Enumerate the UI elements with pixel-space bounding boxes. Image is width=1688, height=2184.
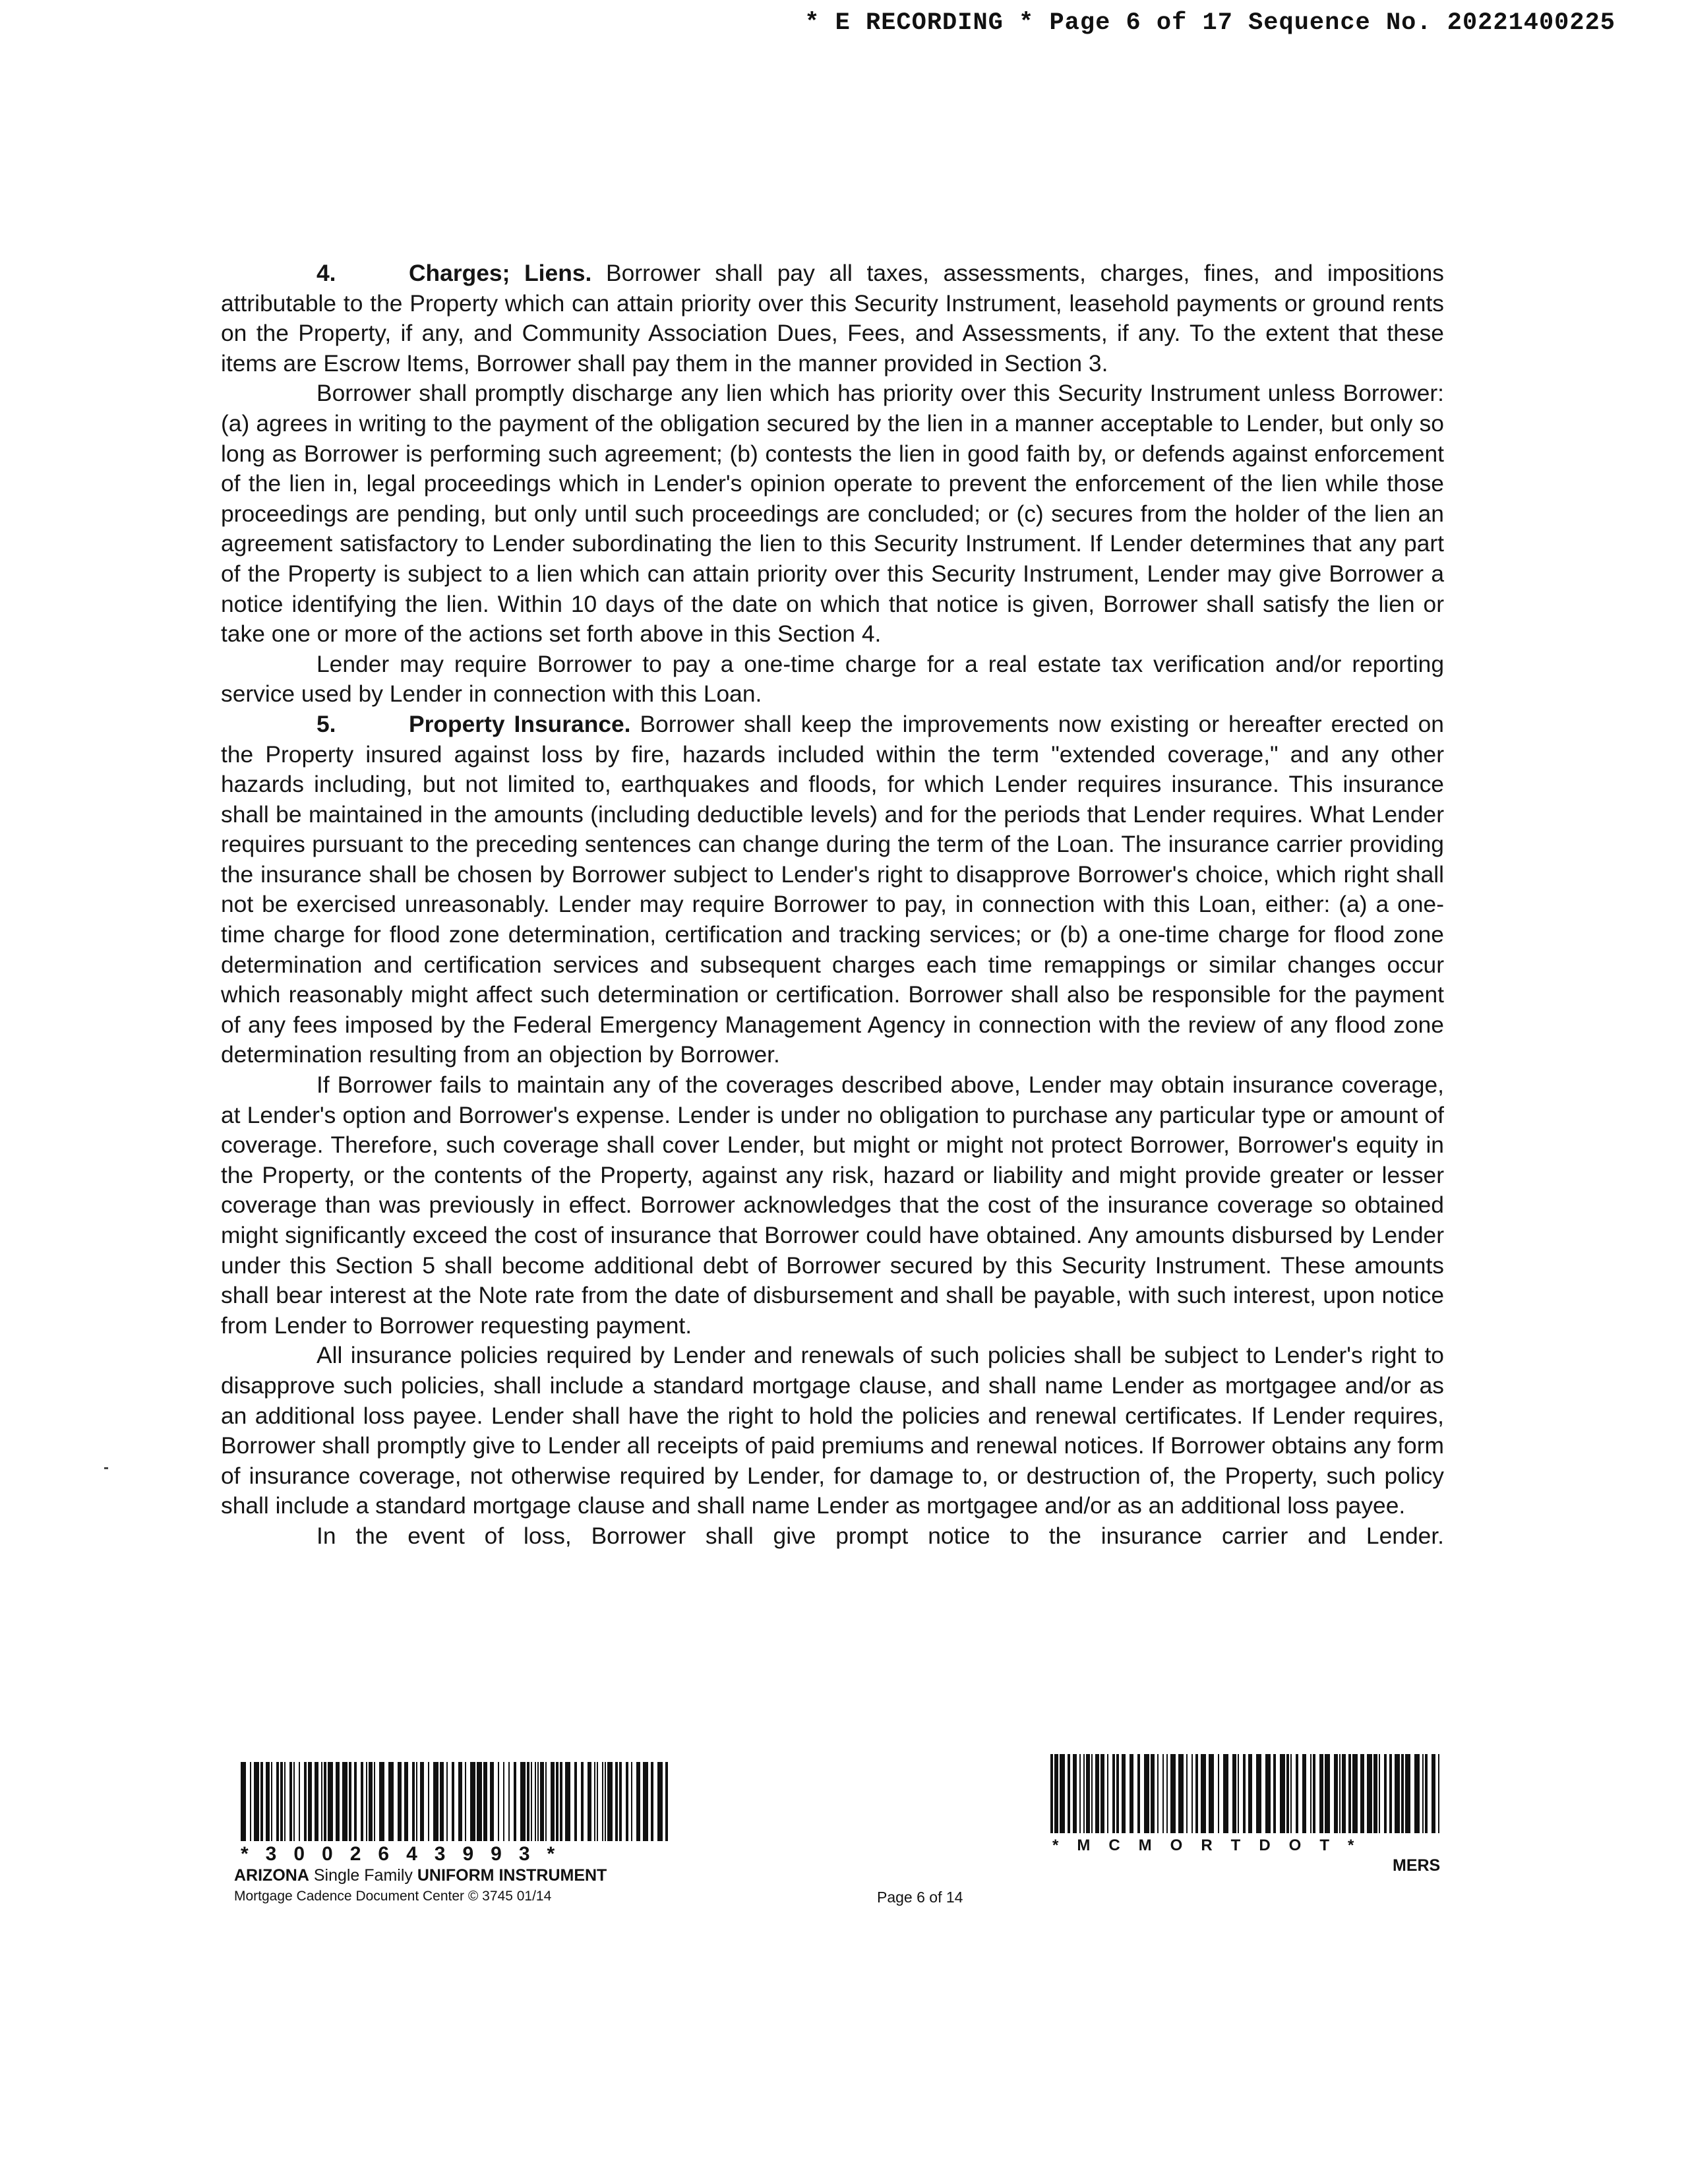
- form-state: ARIZONA: [234, 1866, 309, 1885]
- barcode-bar: [560, 1762, 562, 1841]
- section-5-paragraph-1: [221, 710, 1444, 1070]
- barcode-bar: [1116, 1754, 1119, 1833]
- barcode-bar: [597, 1762, 598, 1841]
- barcode-bar: [1100, 1754, 1104, 1833]
- barcode-bar: [374, 1762, 375, 1841]
- section-4-text-1: Borrower shall pay all taxes, assessments, charges, fines, and impositions attributable to the Property which can attain priority over this Security Instrument, leasehold payments or ground rents on the Property, if any, and Community Association Dues, Fees, and Assessments, if any. To the extent that these items are Escrow Items, Borrower shall pay them in the manner provided in Section 3.: [221, 260, 1444, 377]
- barcode-bar: [1130, 1754, 1133, 1833]
- page-number: Page 6 of 14: [877, 1889, 963, 1906]
- barcode-bar: [1389, 1754, 1392, 1833]
- barcode-bar: [1083, 1754, 1085, 1833]
- barcode-bar: [349, 1762, 351, 1841]
- section-5-paragraph-2: If Borrower fails to maintain any of the coverages described above, Lender may obtain insurance coverage, at Lender's option and Borrower's expense. Lender is under no obligation to purchase any particular type or amount of coverage. Therefore, such coverage shall cover Lender, but might or might not protect Borrower, Borrower's equity in the Property, or the contents of the Property, against any risk, hazard or liability and might provide greater or lesser coverage than was previously in effect. Borrower acknowledges that the cost of the insurance coverage so obtained might significantly exceed the cost of insurance that Borrower could have obtained. Any amounts disbursed by Lender under this Section 5 shall become additional debt of Borrower secured by this Security Instrument. These amounts shall bear interest at the Note rate from the date of disbursement and shall be payable, with such interest, upon notice from Lender to Borrower requesting payment.: [221, 1072, 1444, 1339]
- barcode-bar: [651, 1762, 653, 1841]
- barcode-bar: [1068, 1754, 1070, 1833]
- barcode-bar: [594, 1762, 595, 1841]
- barcode-bar: [416, 1762, 417, 1841]
- barcode-bar: [299, 1762, 300, 1841]
- barcode-bar: [446, 1762, 448, 1841]
- barcode-bar: [1186, 1754, 1188, 1833]
- document-body: [221, 258, 1444, 1552]
- barcode-bar: [260, 1762, 263, 1841]
- barcode-bar: [1122, 1754, 1126, 1833]
- barcode-bar: [1379, 1754, 1380, 1833]
- barcode-bar: [1348, 1754, 1351, 1833]
- barcode-bar: [440, 1762, 444, 1841]
- barcode-bar: [1334, 1754, 1338, 1833]
- barcode-bar: [1151, 1754, 1155, 1833]
- barcode-bar: [1248, 1754, 1252, 1833]
- barcode-bar: [1243, 1754, 1246, 1833]
- mers-label: MERS: [1393, 1856, 1441, 1875]
- barcode-bar: [1201, 1754, 1206, 1833]
- section-5-number: 5.: [316, 710, 336, 737]
- barcode-bar: [1166, 1754, 1168, 1833]
- barcode-bar: [551, 1762, 555, 1841]
- barcode-bar: [1223, 1754, 1228, 1833]
- barcode-bar: [428, 1762, 429, 1841]
- barcode-bar: [321, 1762, 322, 1841]
- barcode-bar: [535, 1762, 536, 1841]
- barcode-bar: [1286, 1754, 1289, 1833]
- barcode-bar: [328, 1762, 333, 1841]
- barcode-bar: [1438, 1754, 1439, 1833]
- barcode-bar: [1422, 1754, 1424, 1833]
- barcode-bar: [1319, 1754, 1323, 1833]
- barcode-bar: [452, 1762, 454, 1841]
- barcode-bar: [1339, 1754, 1341, 1833]
- section-5-title: Property Insurance.: [409, 710, 631, 737]
- section-5-paragraph-4: In the event of loss, Borrower shall give prompt notice to the insurance carrier and Lender.: [316, 1522, 1444, 1549]
- barcode-bar: [458, 1762, 462, 1841]
- barcode-bar: [1302, 1754, 1306, 1833]
- barcode-bar: [465, 1762, 466, 1841]
- barcode-bar: [1352, 1754, 1358, 1833]
- barcode-bar: [508, 1762, 510, 1841]
- barcode-bar: [470, 1762, 475, 1841]
- barcode-bar: [615, 1762, 618, 1841]
- barcode-bar: [1218, 1754, 1219, 1833]
- barcode-bar: [1178, 1754, 1184, 1833]
- barcode-bar: [404, 1762, 408, 1841]
- barcode-bar: [1325, 1754, 1330, 1833]
- barcode-bar: [293, 1762, 295, 1841]
- barcode-bar: [636, 1762, 640, 1841]
- form-title: [234, 1866, 607, 1885]
- barcode-bar: [631, 1762, 632, 1841]
- barcode-bar: [412, 1762, 415, 1841]
- barcode-bar: [527, 1762, 529, 1841]
- barcode-bar: [605, 1762, 606, 1841]
- barcode-bar: [514, 1762, 516, 1841]
- barcode-bar: [1073, 1754, 1077, 1833]
- barcode-left-digits: *3002643993*: [241, 1843, 572, 1865]
- barcode-bar: [1144, 1754, 1149, 1833]
- barcode-bar: [1432, 1754, 1435, 1833]
- section-5-paragraph-3: All insurance policies required by Lender and renewals of such policies shall be subject to Lender's right to disapprove such policies, shall include a standard mortgage clause, and shall name Lender as mortgagee and/or as an additional loss payee. Lender shall have the right to hold the policies and renewal certificates. If Lender requires, Borrower shall promptly give to Lender all receipts of paid premiums and renewal notices. If Borrower obtains any form of insurance coverage, not otherwise required by Lender, for damage to, or destruction of, the Property, such policy shall include a standard mortgage clause and shall name Lender as mortgagee and/or as an additional loss payee.: [221, 1342, 1444, 1519]
- barcode-bar: [366, 1762, 367, 1841]
- barcode-right-bars: [1050, 1754, 1439, 1833]
- barcode-bar: [1157, 1754, 1159, 1833]
- barcode-bar: [540, 1762, 544, 1841]
- barcode-bar: [271, 1762, 272, 1841]
- barcode-bar: [520, 1762, 526, 1841]
- barcode-bar: [1107, 1754, 1108, 1833]
- barcode-bar: [1405, 1754, 1410, 1833]
- barcode-bar: [503, 1762, 504, 1841]
- barcode-bar: [565, 1762, 570, 1841]
- barcode-bar: [1265, 1754, 1271, 1833]
- section-5-text-1: Borrower shall keep the improvements now existing or hereafter erected on the Property insured against loss by fire, hazards included within the term "extended coverage," and any other hazards including, but not limited to, earthquakes and floods, for which Lender requires insurance. This insurance shall be maintained in the amounts (including deductible levels) and for the periods that Lender requires. What Lender requires pursuant to the preceding sentences can change during the term of the Loan. The insurance carrier providing the insurance shall be chosen by Borrower subject to Lender's right to disapprove Borrower's choice, which right shall not be exercised unreasonably. Lender may require Borrower to pay, in connection with this Loan, either: (a) a one-time charge for flood zone determination, certification and tracking services; or (b) a one-time charge for flood zone determination and certification services and subsequent charges each time remappings or similar changes occur which reasonably might affect such determination or certification. Borrower shall also be responsible for the payment of any fees imposed by the Federal Emergency Management Agency in connection with the review of any flood zone determination resulting from an objection by Borrower.: [221, 710, 1444, 1068]
- barcode-bar: [1162, 1754, 1164, 1833]
- barcode-bar: [602, 1762, 603, 1841]
- barcode-bar: [266, 1762, 270, 1841]
- barcode-bar: [1273, 1754, 1276, 1833]
- barcode-left: [241, 1762, 671, 1841]
- barcode-bar: [354, 1762, 357, 1841]
- barcode-bar: [1191, 1754, 1193, 1833]
- barcode-bar: [1360, 1754, 1364, 1833]
- barcode-bar: [556, 1762, 558, 1841]
- barcode-bar: [498, 1762, 499, 1841]
- barcode-bar: [1342, 1754, 1346, 1833]
- barcode-bar: [1054, 1754, 1058, 1833]
- barcode-bar: [1313, 1754, 1315, 1833]
- barcode-bar: [315, 1762, 318, 1841]
- section-4-title: Charges; Liens.: [409, 260, 592, 286]
- barcode-bar: [276, 1762, 279, 1841]
- barcode-bar: [308, 1762, 312, 1841]
- barcode-bar: [1373, 1754, 1377, 1833]
- barcode-bar: [1095, 1754, 1099, 1833]
- recording-header: * E RECORDING * Page 6 of 17 Sequence No. 20221400225: [804, 9, 1615, 37]
- barcode-bar: [1195, 1754, 1198, 1833]
- barcode-bar: [1256, 1754, 1261, 1833]
- barcode-bar: [379, 1762, 384, 1841]
- barcode-bar: [1050, 1754, 1053, 1833]
- barcode-bar: [1238, 1754, 1239, 1833]
- barcode-bar: [1425, 1754, 1428, 1833]
- barcode-bar: [581, 1762, 584, 1841]
- section-4-number: 4.: [316, 260, 336, 286]
- barcode-bar: [1414, 1754, 1420, 1833]
- barcode-bar: [342, 1762, 347, 1841]
- barcode-bar: [250, 1762, 251, 1841]
- barcode-bar: [607, 1762, 613, 1841]
- barcode-bar: [537, 1762, 539, 1841]
- barcode-bar: [1310, 1754, 1311, 1833]
- barcode-bar: [336, 1762, 340, 1841]
- barcode-bar: [254, 1762, 259, 1841]
- barcode-bar: [361, 1762, 363, 1841]
- barcode-bar: [304, 1762, 307, 1841]
- barcode-bar: [398, 1762, 402, 1841]
- section-4-paragraph-2: Borrower shall promptly discharge any lien which has priority over this Security Instrument unless Borrower: (a) agrees in writing to the payment of the obligation secured by the lien in a manner acceptable to Lender, but only so long as Borrower is performing such agreement; (b) contests the lien in good faith by, or defends against enforcement of the lien in, legal proceedings which in Lender's opinion operate to prevent the enforcement of the lien while those proceedings are pending, but only until such proceedings are concluded; or (c) secures from the holder of the lien an agreement satisfactory to Lender subordinating the lien to this Security Instrument. If Lender determines that any part of the Property is subject to a lien which can attain priority over this Security Instrument, Lender may give Borrower a notice identifying the lien. Within 10 days of the date on which that notice is given, Borrower shall satisfy the lien or take one or more of the actions set forth above in this Section 4.: [221, 380, 1444, 648]
- barcode-bar: [1091, 1754, 1093, 1833]
- barcode-bar: [1296, 1754, 1298, 1833]
- barcode-bar: [324, 1762, 326, 1841]
- barcode-bar: [665, 1762, 668, 1841]
- barcode-bar: [1395, 1754, 1400, 1833]
- barcode-bar: [369, 1762, 373, 1841]
- barcode-bar: [1086, 1754, 1090, 1833]
- barcode-bar: [1401, 1754, 1404, 1833]
- barcode-bar: [657, 1762, 663, 1841]
- form-subline: Mortgage Cadence Document Center © 3745 01/14: [234, 1889, 552, 1904]
- barcode-bar: [574, 1762, 577, 1841]
- form-title-bold: UNIFORM INSTRUMENT: [417, 1866, 607, 1885]
- barcode-right: [1050, 1754, 1439, 1833]
- section-4-paragraph-1: [221, 258, 1444, 379]
- barcode-bar: [280, 1762, 283, 1841]
- barcode-bar: [1232, 1754, 1236, 1833]
- barcode-bar: [1290, 1754, 1292, 1833]
- barcode-bar: [619, 1762, 622, 1841]
- barcode-bar: [531, 1762, 532, 1841]
- barcode-bar: [433, 1762, 438, 1841]
- barcode-bar: [289, 1762, 292, 1841]
- barcode-bar: [545, 1762, 547, 1841]
- barcode-bar: [1079, 1754, 1081, 1833]
- barcode-bar: [1209, 1754, 1214, 1833]
- barcode-bar: [1060, 1754, 1065, 1833]
- barcode-bar: [388, 1762, 394, 1841]
- scan-speck: [104, 1467, 108, 1469]
- barcode-bar: [1384, 1754, 1387, 1833]
- form-title-mid: Single Family: [309, 1866, 417, 1885]
- barcode-bar: [1137, 1754, 1140, 1833]
- barcode-bar: [643, 1762, 648, 1841]
- barcode-left-bars: [241, 1762, 671, 1841]
- barcode-bar: [1367, 1754, 1372, 1833]
- section-4-paragraph-3: Lender may require Borrower to pay a one-time charge for a real estate tax verification and/or reporting service used by Lender in connection with this Loan.: [221, 650, 1444, 708]
- barcode-bar: [477, 1762, 482, 1841]
- barcode-bar: [588, 1762, 591, 1841]
- barcode-right-text: *MCMORTDOT*: [1052, 1836, 1373, 1854]
- barcode-bar: [420, 1762, 424, 1841]
- barcode-bar: [483, 1762, 487, 1841]
- barcode-bar: [1112, 1754, 1115, 1833]
- barcode-bar: [490, 1762, 494, 1841]
- barcode-bar: [284, 1762, 286, 1841]
- barcode-bar: [241, 1762, 246, 1841]
- barcode-bar: [1170, 1754, 1176, 1833]
- barcode-bar: [626, 1762, 628, 1841]
- barcode-bar: [1280, 1754, 1285, 1833]
